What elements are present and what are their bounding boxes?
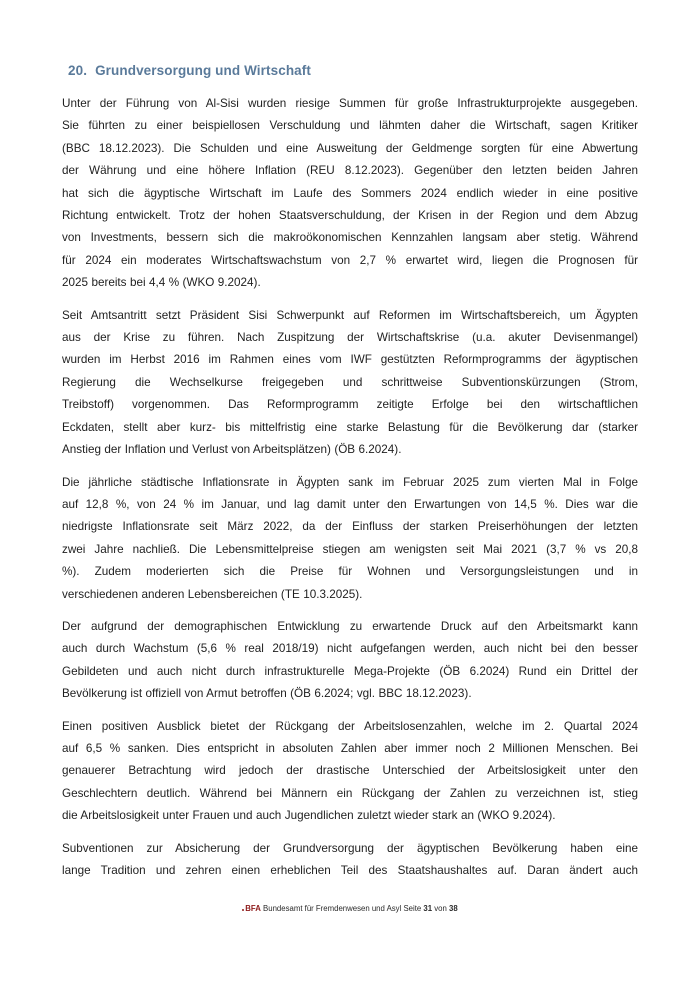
footer-total-pages: 38 [449,904,458,913]
text-line: auch durch Wachstum (5,6 % real 2018/19) nicht aufgefangen werden, auch nicht bei den besser [62,642,638,656]
text-line: %). Zudem moderierten sich die Preise für Wohnen und Versorgungsleistungen und in [62,565,638,579]
text-line: Seit Amtsantritt setzt Präsident Sisi Schwerpunkt auf Reformen im Wirtschaftsbereich, um Ägypten [62,308,638,322]
text-line: die Arbeitslosigkeit unter Frauen und auch Jugendlichen zuletzt wieder stark an (WKO 9.2024). [62,809,556,823]
text-line: der Währung und eine höhere Inflation (REU 8.12.2023). Gegenüber den letzten beiden Jahren [62,164,638,178]
text-line: Bevölkerung ist offiziell von Armut betroffen (ÖB 6.2024; vgl. BBC 18.12.2023). [62,687,472,701]
bfa-logo-dot [242,909,244,911]
paragraph [62,93,638,295]
text-line: auf 6,5 % sanken. Dies entspricht in absoluten Zahlen aber immer noch 2 Millionen Menschen. Bei [62,741,638,755]
footer-page-label: Seite [403,904,422,913]
bfa-logo-text: BFA [245,904,261,913]
text-line: verschiedenen anderen Lebensbereichen (TE 10.3.2025). [62,587,363,601]
text-line: von Investments, bessern sich die makroökonomischen Kennzahlen langsam aber stetig. Während [62,231,638,245]
text-line: Der aufgrund der demographischen Entwicklung zu erwartende Druck auf den Arbeitsmarkt kann [62,619,638,633]
section-heading [68,62,638,80]
paragraph [62,305,638,462]
text-line: wurden im Herbst 2016 im Rahmen eines vom IWF gestützten Reformprogramms der ägyptischen [62,353,638,367]
text-line: 2025 bereits bei 4,4 % (WKO 9.2024). [62,276,261,290]
text-line: auf 12,8 %, von 24 % im Januar, und lag damit unter den Erwartungen von 14,5 %. Dies war die [62,497,638,511]
text-line: für 2024 ein moderates Wirtschaftswachstum von 2,7 % erwartet wird, liegen die Prognosen für [62,253,638,267]
text-line: Einen positiven Ausblick bietet der Rückgang der Arbeitslosenzahlen, welche im 2. Quartal 2024 [62,719,638,733]
text-line: Subventionen zur Absicherung der Grundversorgung der ägyptischen Bevölkerung haben eine [62,841,638,855]
text-line: Geschlechtern deutlich. Während bei Männern ein Rückgang der Zahlen zu verzeichnen ist, stieg [62,786,638,800]
paragraph [62,472,638,606]
text-line: Die jährliche städtische Inflationsrate in Ägypten sank im Februar 2025 zum vierten Mal in Folge [62,475,638,489]
footer-of-label: von [434,904,447,913]
text-line: Richtung entwickelt. Trotz der hohen Staatsverschuldung, der Krisen in der Region und dem Abzug [62,209,638,223]
heading-number: 20. [68,63,88,78]
paragraph [62,838,638,883]
page-footer [0,903,700,914]
text-line: Gebildeten und auch nicht durch infrastrukturelle Mega-Projekte (ÖB 6.2024) Rund ein Drittel der [62,664,638,678]
text-line: aus der Krise zu führen. Nach Zuspitzung der Wirtschaftskrise (u.a. akuter Devisenmangel) [62,331,638,345]
page-content [62,62,638,892]
text-line: Treibstoff) vorgenommen. Das Reformprogramm zeitigte Erfolge bei den wirtschaftlichen [62,398,638,412]
heading-text: Grundversorgung und Wirtschaft [95,63,311,78]
footer-page-number: 31 [423,904,433,913]
text-line: Sie führten zu einer beispiellosen Verschuldung und lähmten daher die Wirtschaft, sagen Kritiker [62,119,638,133]
text-line: hat sich die ägyptische Wirtschaft im Laufe des Sommers 2024 endlich wieder in eine positive [62,186,638,200]
footer-org-text: Bundesamt für Fremdenwesen und Asyl [263,904,402,913]
paragraphs [62,93,638,882]
text-line: Anstieg der Inflation und Verlust von Arbeitsplätzen) (ÖB 6.2024). [62,443,402,457]
paragraph [62,716,638,828]
text-line: genauerer Betrachtung wird jedoch der drastische Unterschied der Arbeitslosigkeit unter den [62,764,638,778]
text-line: niedrigste Inflationsrate seit März 2022, da der Einfluss der starken Preiserhöhungen der letzten [62,520,638,534]
paragraph [62,616,638,706]
text-line: Regierung die Wechselkurse freigegeben und schrittweise Subventionskürzungen (Strom, [62,375,638,389]
text-line: (BBC 18.12.2023). Die Schulden und eine Ausweitung der Geldmenge sorgten für eine Abwertung [62,141,638,155]
text-line: Unter der Führung von Al-Sisi wurden riesige Summen für große Infrastrukturprojekte ausgegeben. [62,97,638,110]
text-line: Eckdaten, stellt aber kurz- bis mittelfristig eine starke Belastung für die Bevölkerung dar (starker [62,420,638,434]
text-line: lange Tradition und zehren einen erheblichen Teil des Staatshaushaltes auf. Daran ändert auch [62,864,638,877]
text-line: zwei Jahre nachließ. Die Lebensmittelpreise stiegen am wenigsten seit Mai 2021 (3,7 % vs 20,8 [62,542,638,556]
